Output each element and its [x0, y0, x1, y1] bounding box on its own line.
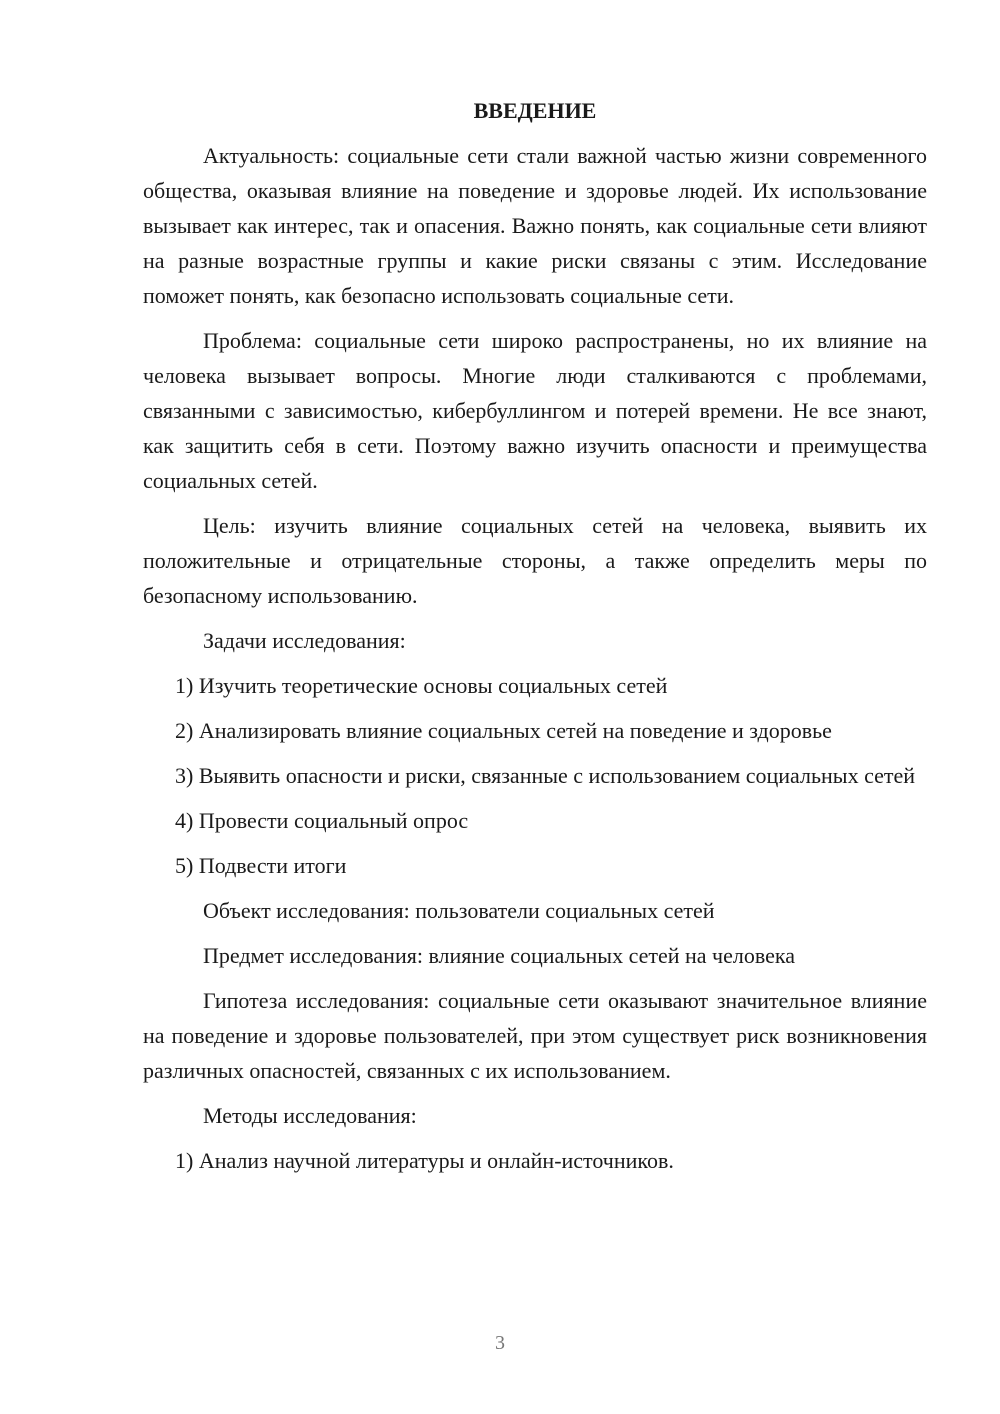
list-item: 2) Анализировать влияние социальных сетей на поведение и здоровье — [175, 718, 832, 743]
page-content — [143, 96, 927, 1188]
paragraph-object: Объект исследования: пользователи социальных сетей — [203, 898, 715, 923]
list-item: 5) Подвести итоги — [175, 853, 347, 878]
list-item: 4) Провести социальный опрос — [175, 808, 469, 833]
paragraph-relevance: Актуальность: социальные сети стали важной частью жизни современного общества, оказывая влияние на поведение и здоровье людей. Их использование вызывает как интерес, так и опасения. Важно понять, как социальные сети влияют на разные возрастные группы и какие риски связаны с этим. Исследование поможет понять, как безопасно использовать социальные сети. — [143, 143, 927, 308]
paragraph-methods-heading: Методы исследования: — [203, 1103, 417, 1128]
paragraph-tasks-heading: Задачи исследования: — [203, 628, 406, 653]
paragraph-goal: Цель: изучить влияние социальных сетей на человека, выявить их положительные и отрицательные стороны, а также определить меры по безопасному использованию. — [143, 513, 927, 608]
list-item: 1) Изучить теоретические основы социальных сетей — [175, 673, 668, 698]
paragraph-subject: Предмет исследования: влияние социальных сетей на человека — [203, 943, 796, 968]
page-number: 3 — [495, 1332, 505, 1354]
paragraph-problem: Проблема: социальные сети широко распространены, но их влияние на человека вызывает вопросы. Многие люди сталкиваются с проблемами, связанными с зависимостью, кибербуллингом и потерей времени. Не все знают, как защитить себя в сети. Поэтому важно изучить опасности и преимущества социальных сетей. — [143, 328, 927, 493]
paragraph-hypothesis: Гипотеза исследования: социальные сети оказывают значительное влияние на поведение и здоровье пользователей, при этом существует риск возникновения различных опасностей, связанных с их использованием. — [143, 988, 927, 1083]
list-item: 1) Анализ научной литературы и онлайн-источников. — [175, 1148, 674, 1173]
page-title: ВВЕДЕНИЕ — [473, 98, 597, 123]
list-item: 3) Выявить опасности и риски, связанные с использованием социальных сетей — [175, 763, 916, 788]
